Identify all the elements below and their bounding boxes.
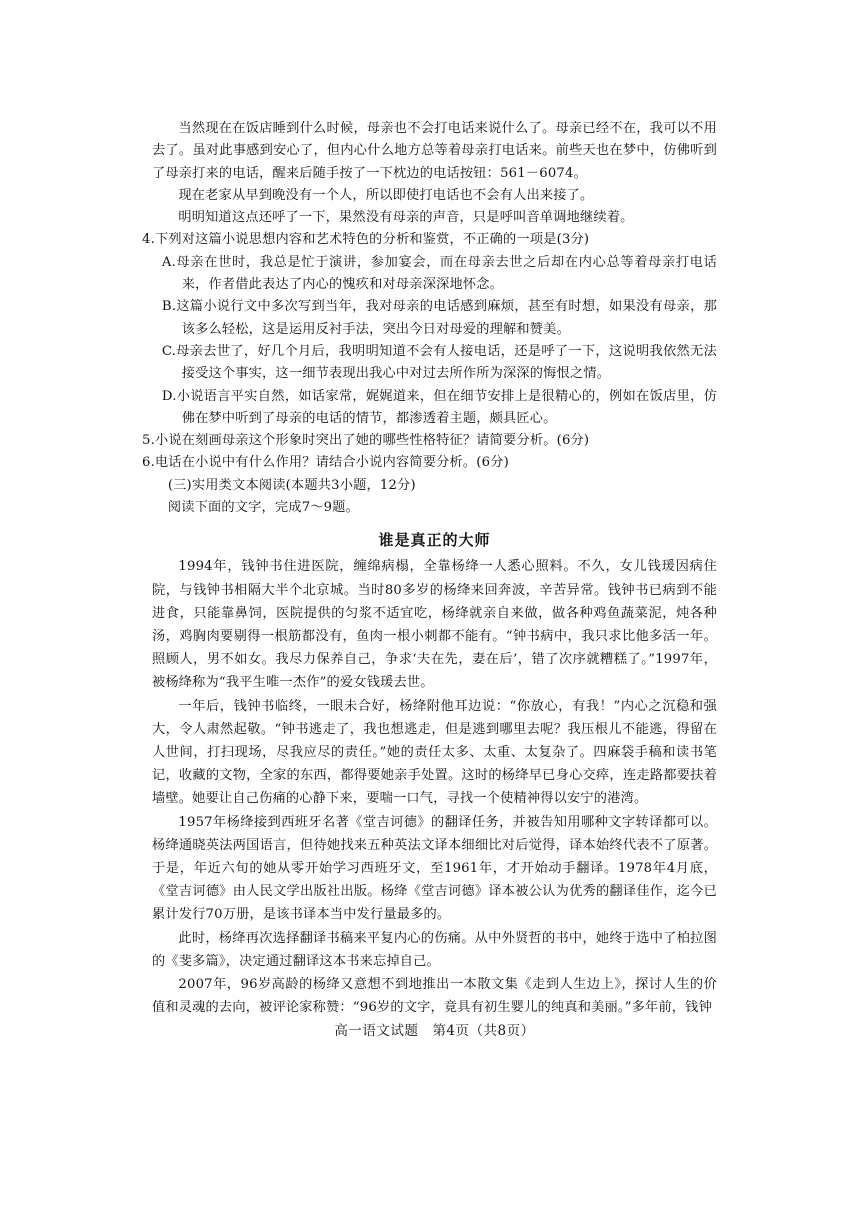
article-body: [152, 555, 717, 1019]
article-paragraph: 1957年杨绛接到西班牙名著《堂吉诃德》的翻译任务，并被告知用哪种文字转译都可以。杨绛通晓英法两国语言，但待她找来五种英法文译本细细比对后觉得，译本始终代表不了原著。于是，年近六旬的她从零开始学习西班牙文，至1961年，才开始动手翻译。1978年4月底，《堂吉诃德》由人民文学出版社出版。杨绛《堂吉诃德》译本被公认为优秀的翻译佳作，迄今已累计发行70万册，是该书译本当中发行量最多的。: [152, 814, 717, 923]
article-paragraph: 2007年，96岁高龄的杨绛又意想不到地推出一本散文集《走到人生边上》，探讨人生的价值和灵魂的去向，被评论家称赞：“96岁的文字，竟具有初生婴儿的纯真和美丽。”多年前，钱钟: [152, 977, 717, 1016]
article-paragraph: 一年后，钱钟书临终，一眼未合好，杨绛附他耳边说：“你放心，有我！”内心之沉稳和强大，令人肃然起敬。“钟书逃走了，我也想逃走，但是逃到哪里去呢？我压根儿不能逃，得留在人世间，打扫现场，尽我应尽的责任。”她的责任太多、太重、太复杂了。四麻袋手稿和读书笔记，收藏的文物，全家的东西，都得要她亲手处置。这时的杨绛早已身心交瘁，连走路都要扶着墙壁。她要让自己伤痛的心静下来，要喘一口气，寻找一个使精神得以安宁的港湾。: [152, 698, 717, 807]
page-footer: 高一语文试题 第4页（共8页）: [334, 1023, 535, 1040]
section-instruction: 阅读下面的文字，完成7～9题。: [167, 500, 360, 516]
section-heading: (三)实用类文本阅读(本题共3小题，12分): [167, 477, 416, 493]
passage-paragraph: 现在老家从早到晚没有一个人，所以即使打电话也不会有人出来接了。: [178, 187, 594, 203]
article-paragraph: 1994年，钱钟书住进医院，缠绵病榻，全靠杨绛一人悉心照料。不久，女儿钱瑗因病住院，与钱钟书相隔大半个北京城。当时80多岁的杨绛来回奔波，辛苦异常。钱钟书已病到不能进食，只能靠鼻饲，医院提供的匀浆不适宜吃，杨绛就亲自来做，做各种鸡鱼蔬菜泥，炖各种汤，鸡胸肉要剔得一根筋都没有，鱼肉一根小刺都不能有。“钟书病中，我只求比他多活一年。照顾人，男不如女。我尽力保养自己，争求‘夫在先，妻在后’，错了次序就糟糕了。”1997年，被杨绛称为“我平生唯一杰作”的爱女钱瑗去世。: [152, 559, 717, 691]
question-5: 5.小说在刻画母亲这个形象时突出了她的哪些性格特征？请简要分析。(6分): [142, 433, 590, 449]
page-content: [142, 118, 717, 1042]
article-paragraph: 此时，杨绛再次选择翻译书稿来平复内心的伤痛。从中外贤哲的书中，她终于选中了柏拉图的《斐多篇》，决定通过翻译这本书来忘掉自己。: [152, 930, 717, 969]
passage-paragraph: 明明知道这点还呼了一下，果然没有母亲的声音，只是呼叫音单调地继续着。: [178, 210, 634, 226]
question-4-option-b: B.这篇小说行文中多次写到当年，我对母亲的电话感到麻烦，甚至有时想，如果没有母亲，那该多么轻松，这是运用反衬手法，突出今日对母爱的理解和赞美。: [161, 299, 717, 337]
article-title: 谁是真正的大师: [378, 531, 491, 550]
question-6: 6.电话在小说中有什么作用？请结合小说内容简要分析。(6分): [142, 455, 509, 471]
passage-paragraph: 当然现在在饭店睡到什么时候，母亲也不会打电话来说什么了。母亲已经不在，我可以不用去了。虽对此事感到安心了，但内心什么地方总等着母亲打电话来。前些天也在梦中，仿佛听到了母亲打来的电话，醒来后随手按了一下枕边的电话按钮：561－6074。: [152, 121, 717, 181]
question-4-option-d: D.小说语言平实自然，如话家常，娓娓道来，但在细节安排上是很精心的，例如在饭店里，仿佛在梦中听到了母亲的电话的情节，都渗透着主题，颇具匠心。: [161, 388, 717, 426]
question-4-option-a: A.母亲在世时，我总是忙于演讲，参加宴会，而在母亲去世之后却在内心总等着母亲打电话来，作者借此表达了内心的愧疚和对母亲深深地怀念。: [161, 254, 717, 293]
question-4-option-c: C.母亲去世了，好几个月后，我明明知道不会有人接电话，还是呼了一下，这说明我依然无法接受这个事实，这一细节表现出我心中对过去所作所为深深的悔恨之情。: [161, 343, 717, 382]
question-4-stem: 4.下列对这篇小说思想内容和艺术特色的分析和鉴赏，不正确的一项是(3分): [142, 232, 590, 248]
